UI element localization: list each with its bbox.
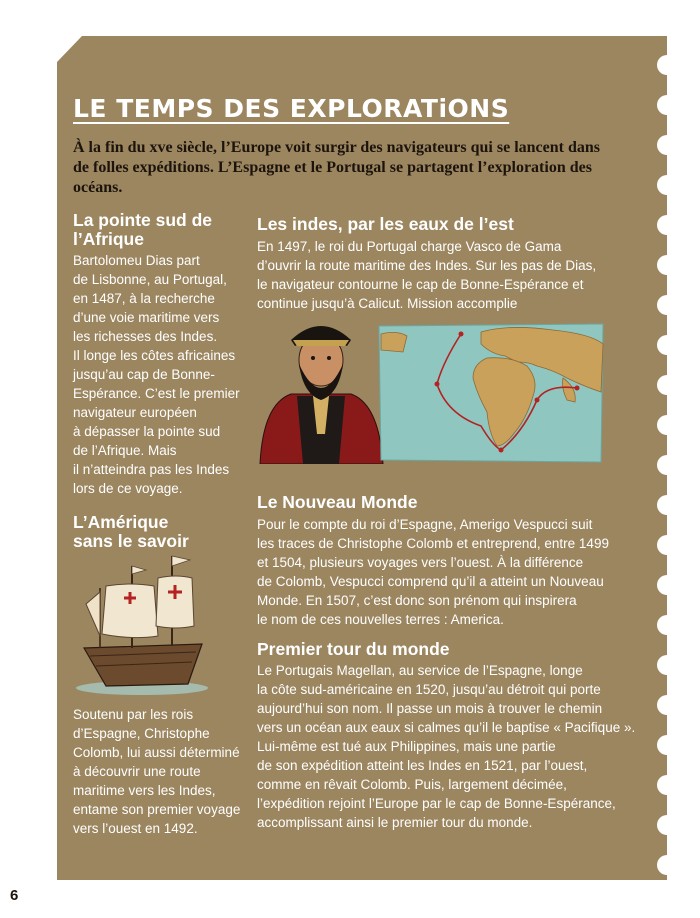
body-indes: En 1497, le roi du Portugal charge Vasco de Gama d’ouvrir la route maritime des Indes. Sur les pas de Dias, le navigateur contourne le cap de Bonne-Espérance et continue jusqu’à Calicut. Mission accomplie [257,239,597,311]
route-map [377,322,605,464]
page-number: 6 [10,887,19,904]
vasco-de-gama-portrait [255,316,385,464]
body-nouveau-monde: Pour le compte du roi d’Espagne, Amerigo Vespucci suit les traces de Christophe Colomb et entreprend, entre 1499 et 1504, plusieurs voyages vers l’ouest. À la différence de Colomb, Vespucci comprend qu’il a atteint un Nouveau Monde. En 1507, c’est donc son prénom qui inspirera le nom de ces nouvelles terres : America. [257,517,609,627]
body-tour-du-monde: Le Portugais Magellan, au service de l’Espagne, longe la côte sud-américaine en 1520, jusqu’au détroit qui porte aujourd’hui son nom. Il passe un mois à trouver le chemin vers un océan aux eaux si calmes qu’il le baptise « Pacifique ». Lui-même est tué aux Philippines, mais une partie de son expédition atteint les Indes en 1521, par l’ouest, comme en rêvait Colomb. Puis, largement décimée, l’expédition rejoint l’Europe par le cap de Bonne-Espérance, accomplissant ainsi le premier tour du monde. [257,663,636,830]
heading-pointe-sud: La pointe sud de l’Afrique [73,210,213,249]
body-pointe-sud: Bartolomeu Dias part de Lisbonne, au Portugal, en 1487, à la recherche d’une voie maritime vers les richesses des Indes. Il longe les côtes africaines jusqu’au cap de Bonne- Espérance. C’est le premier navigateur européen à dépasser la pointe sud de l’Afrique. Mais il n’atteindra pas les Indes lors de ce voyage. [73,253,240,496]
body-amerique: Soutenu par les rois d’Espagne, Christophe Colomb, lui aussi déterminé à découvrir une route maritime vers les Indes, entame son premier voyage vers l’ouest en 1492. [73,707,241,836]
heading-indes: Les indes, par les eaux de l’est [257,214,514,234]
intro-paragraph: À la fin du xve siècle, l’Europe voit surgir des navigateurs qui se lancent dans de folles expéditions. L’Espagne et le Portugal se partagent l’exploration des océans. [73,139,600,196]
heading-amerique: L’Amérique sans le savoir [73,512,189,551]
heading-tour-du-monde: Premier tour du monde [257,639,450,659]
heading-nouveau-monde: Le Nouveau Monde [257,492,418,512]
caravel-illustration [72,548,212,698]
page-title: LE TEMPS DES EXPLORATiONS [73,94,510,123]
